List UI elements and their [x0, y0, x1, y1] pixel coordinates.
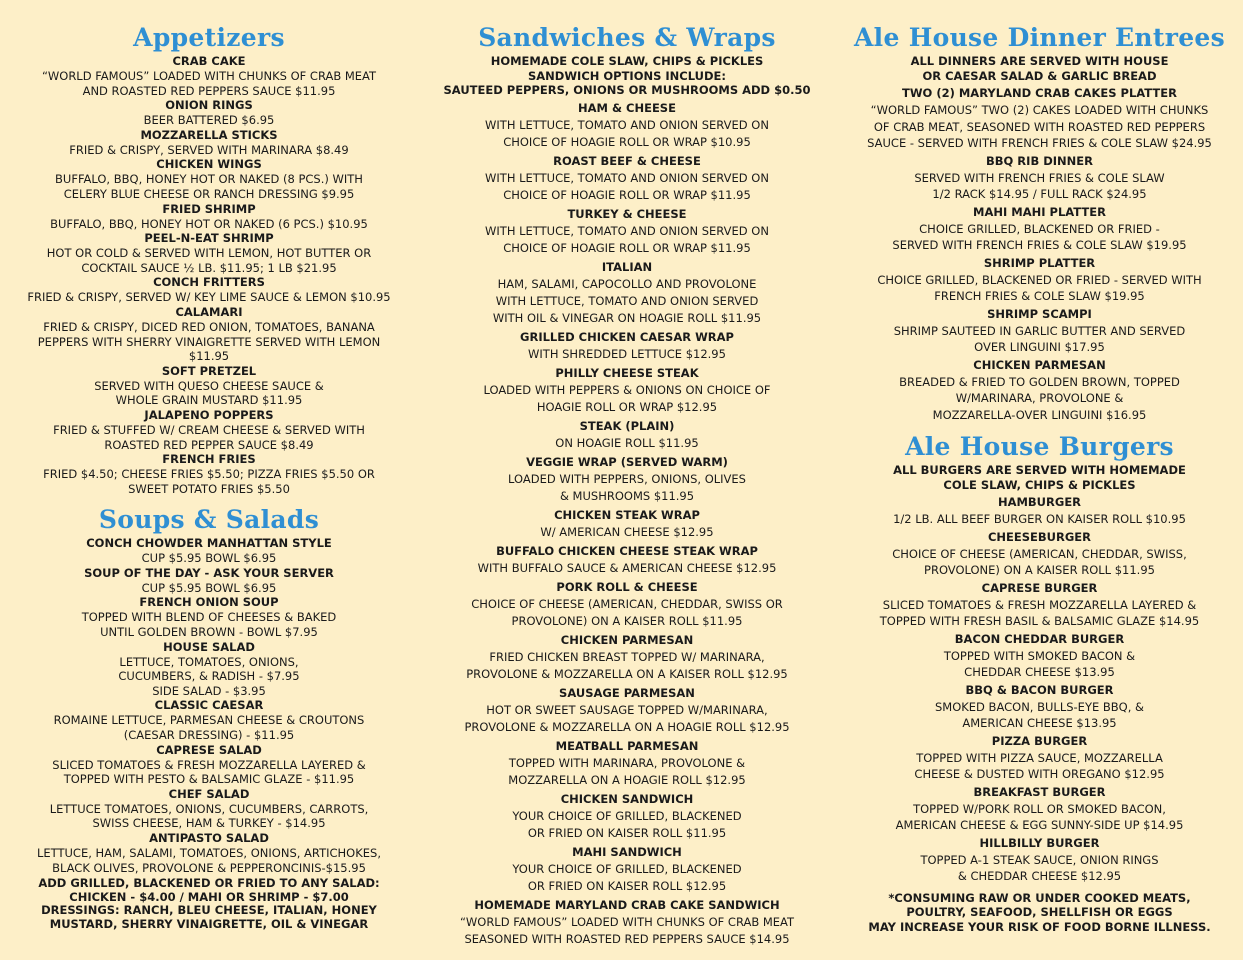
description-line: FRIED $4.50; CHEESE FRIES $5.50; PIZZA FRIES $5.50 OR [43, 467, 375, 482]
description-line: SIDE SALAD - $3.95 [152, 683, 266, 698]
menu-item-description [16, 551, 402, 566]
menu-item-name: CALAMARI [175, 304, 243, 319]
burgers-title: Ale House Burgers [905, 432, 1174, 461]
menu-item-description [16, 69, 402, 98]
menu-item [16, 128, 402, 158]
entrees-intro [844, 54, 1235, 83]
menu-item [16, 231, 402, 275]
description-line: CHOICE OF HOAGIE ROLL OR WRAP $11.95 [503, 187, 751, 202]
description-line: “WORLD FAMOUS” TWO (2) CAKES LOADED WITH CHUNKS [870, 103, 1209, 117]
description-line: HOAGIE ROLL OR WRAP $12.95 [536, 399, 718, 414]
menu-item-description [844, 648, 1235, 681]
menu-item [426, 579, 828, 630]
menu-item [426, 153, 828, 204]
menu-item [426, 365, 828, 416]
menu-item-name: TWO (2) MARYLAND CRAB CAKES PLATTER [902, 86, 1177, 100]
description-line: PROVOLONE) ON A KAISER ROLL $11.95 [924, 563, 1155, 577]
description-line: ROASTED RED PEPPER SAUCE $8.49 [104, 437, 314, 452]
text-line: DRESSINGS: RANCH, BLEU CHEESE, ITALIAN, HONEY [41, 903, 377, 918]
menu-item-description [16, 713, 402, 742]
menu-item-description [16, 217, 402, 232]
description-line: TOPPED WITH BLEND OF CHEESES & BAKED [81, 610, 337, 625]
description-line: TOPPED A-1 STEAK SAUCE, ONION RINGS [920, 852, 1159, 867]
menu-item-description [16, 113, 402, 128]
description-line: SLICED TOMATOES & FRESH MOZZARELLA LAYERED & [882, 597, 1197, 612]
menu-item [844, 494, 1235, 528]
description-line: YOUR CHOICE OF GRILLED, BLACKENED [512, 808, 742, 823]
menu-item [426, 738, 828, 789]
description-line: & MUSHROOMS $11.95 [559, 488, 695, 503]
description-line: CUP $5.95 BOWL $6.95 [141, 580, 277, 595]
burgers-intro [844, 463, 1235, 492]
salad-addons-note [16, 877, 402, 931]
menu-item-description [16, 655, 402, 699]
menu-item-description [844, 102, 1235, 152]
description-line: PROVOLONE & MOZZARELLA ON A KAISER ROLL $12.95 [466, 666, 788, 681]
description-line: WITH SHREDDED LETTUCE $12.95 [528, 346, 726, 361]
menu-item-description [844, 546, 1235, 579]
menu-item-name: CAPRESE BURGER [981, 580, 1098, 595]
menu-item [844, 631, 1235, 681]
menu-item-name: BBQ RIB DINNER [986, 153, 1093, 168]
menu-item-description [426, 117, 828, 151]
menu-item-name: MAHI MAHI PLATTER [973, 204, 1106, 219]
menu-item-name: ITALIAN [601, 259, 653, 274]
description-line: SERVED WITH FRENCH FRIES & COLE SLAW [914, 170, 1165, 185]
description-line: OVER LINGUINI $17.95 [974, 340, 1105, 354]
description-line: OR FRIED ON KAISER ROLL $11.95 [527, 825, 727, 840]
menu-item-name: CONCH FRITTERS [153, 275, 265, 290]
description-line: FRIED & CRISPY, SERVED WITH MARINARA $8.49 [69, 142, 349, 157]
description-line: (CAESAR DRESSING) - $11.95 [123, 728, 295, 743]
description-line: WHOLE GRAIN MUSTARD $11.95 [115, 393, 303, 408]
menu-item-description [844, 221, 1235, 254]
menu-item-name: JALAPENO POPPERS [144, 407, 274, 422]
menu-item-name: GRILLED CHICKEN CAESAR WRAP [520, 329, 734, 344]
menu-item-name: HAMBURGER [997, 495, 1082, 509]
menu-item-description [426, 170, 828, 204]
menu-item-name: CHICKEN SANDWICH [560, 791, 694, 806]
entrees-list [844, 85, 1235, 423]
description-line: CHOICE OF HOAGIE ROLL OR WRAP $10.95 [503, 134, 751, 149]
description-line: TOPPED WITH MARINARA, PROVOLONE & [508, 755, 746, 770]
description-line: CUCUMBERS, & RADISH - $7.95 [118, 669, 300, 684]
menu-item [16, 831, 402, 875]
description-line: CHOICE GRILLED, BLACKENED OR FRIED - [919, 221, 1160, 236]
text-line: SANDWICH OPTIONS INCLUDE: [528, 68, 726, 83]
description-line: SWEET POTATO FRIES $5.50 [128, 481, 290, 496]
description-line: WITH LETTUCE, TOMATO AND ONION SERVED [495, 293, 759, 308]
description-line: BUFFALO, BBQ, HONEY HOT OR NAKED (8 PCS.) WITH [55, 172, 363, 187]
menu-item [16, 595, 402, 639]
description-line: BUFFALO, BBQ, HONEY HOT OR NAKED (6 PCS.) $10.95 [50, 216, 368, 231]
description-line: SAUCE - SERVED WITH FRENCH FRIES & COLE SLAW $24.95 [867, 136, 1212, 150]
description-line: SWISS CHEESE, HAM & TURKEY - $14.95 [92, 816, 326, 831]
menu-item-description [426, 702, 828, 736]
menu-item-description [16, 581, 402, 596]
menu-item-name: PHILLY CHEESE STEAK [555, 365, 699, 380]
text-line: MUSTARD, SHERRY VINAIGRETTE, OIL & VINEGAR [49, 916, 369, 931]
menu-item [844, 682, 1235, 732]
description-line: TOPPED W/PORK ROLL OR SMOKED BACON, [913, 801, 1166, 816]
description-line: AND ROASTED RED PEPPERS SAUCE $11.95 [82, 83, 336, 98]
menu-item-description [426, 808, 828, 842]
description-line: CHEESE & DUSTED WITH OREGANO $12.95 [914, 767, 1165, 781]
menu-item-description [426, 861, 828, 895]
menu-item-description [844, 170, 1235, 203]
description-line: BREADED & FRIED TO GOLDEN BROWN, TOPPED [899, 374, 1180, 389]
text-line: MAY INCREASE YOUR RISK OF FOOD BORNE ILLNESS. [868, 919, 1211, 934]
menu-item [426, 418, 828, 452]
menu-item-name: PEEL-N-EAT SHRIMP [144, 231, 274, 246]
description-line: LETTUCE, HAM, SALAMI, TOMATOES, ONIONS, ARTICHOKES, [36, 846, 381, 860]
description-line: W/MARINARA, PROVOLONE & [955, 391, 1124, 405]
menu-item-name: CONCH CHOWDER MANHATTAN STYLE [86, 536, 332, 551]
menu-item [16, 698, 402, 742]
description-line: TOPPED WITH SMOKED BACON & [943, 648, 1136, 663]
entrees-title: Ale House Dinner Entrees [853, 23, 1225, 52]
sandwiches-list [426, 100, 828, 948]
menu-item-name: BBQ & BACON BURGER [965, 682, 1114, 697]
menu-item-name: VEGGIE WRAP (SERVED WARM) [526, 454, 728, 469]
column-left [0, 0, 418, 960]
menu-item [426, 685, 828, 736]
menu-item-description [844, 374, 1235, 424]
burgers-list [844, 494, 1235, 885]
menu-item-name: STEAK (PLAIN) [579, 418, 675, 433]
menu-item-name: ANTIPASTO SALAD [149, 831, 269, 845]
description-line: BLACK OLIVES, PROVOLONE & PEPPERONCINIS-$15.95 [52, 860, 366, 875]
description-line: FRIED & CRISPY, SERVED W/ KEY LIME SAUCE & LEMON $10.95 [27, 290, 391, 305]
menu-item-name: CAPRESE SALAD [156, 742, 262, 757]
menu-item-description [16, 379, 402, 408]
menu-item-name: PORK ROLL & CHEESE [556, 579, 698, 594]
menu-item [16, 364, 402, 408]
menu-item-description [16, 290, 402, 305]
menu-item [16, 452, 402, 496]
menu-item-description [426, 276, 828, 327]
description-line: CHOICE OF HOAGIE ROLL OR WRAP $11.95 [503, 240, 751, 255]
menu-item-description [16, 172, 402, 201]
description-line: 1/2 RACK $14.95 / FULL RACK $24.95 [932, 187, 1147, 201]
description-line: CHOICE OF CHEESE (AMERICAN, CHEDDAR, SWISS, [892, 546, 1187, 561]
description-line: FRIED & STUFFED W/ CREAM CHEESE & SERVED WITH [53, 422, 365, 437]
description-line: OR FRIED ON KAISER ROLL $12.95 [527, 878, 727, 893]
menu-item-description [426, 560, 828, 577]
description-line: $11.95 [188, 349, 230, 364]
appetizers-title: Appetizers [133, 23, 285, 52]
menu-item [426, 206, 828, 257]
menu-item-description [844, 801, 1235, 834]
menu-item-description [16, 246, 402, 275]
description-line: CELERY BLUE CHEESE OR RANCH DRESSING $9.95 [63, 186, 355, 201]
menu-item [16, 54, 402, 98]
menu-item-name: SOFT PRETZEL [161, 363, 257, 378]
text-line: OR CAESAR SALAD & GARLIC BREAD [922, 68, 1157, 83]
description-line: WITH LETTUCE, TOMATO AND ONION SERVED ON [485, 223, 769, 238]
description-line: SHRIMP SAUTEED IN GARLIC BUTTER AND SERVED [893, 323, 1186, 338]
description-line: CUP $5.95 BOWL $6.95 [141, 551, 277, 566]
description-line: AMERICAN CHEESE $13.95 [962, 716, 1117, 730]
menu-item-description [16, 423, 402, 452]
description-line: HOT OR COLD & SERVED WITH LEMON, HOT BUTTER OR [46, 246, 372, 261]
menu-item-name: CHICKEN PARMESAN [560, 632, 694, 647]
menu-item-name: CHEF SALAD [168, 786, 250, 801]
menu-item [426, 454, 828, 505]
menu-item-description [426, 524, 828, 541]
description-line: TOPPED WITH FRESH BASIL & BALSAMIC GLAZE $14.95 [879, 614, 1200, 628]
menu-item-description [16, 467, 402, 496]
menu-item [844, 580, 1235, 630]
menu-item [426, 507, 828, 541]
column-right [836, 0, 1243, 960]
menu-item [16, 275, 402, 305]
menu-item-name: TURKEY & CHEESE [567, 206, 687, 221]
text-line: CHICKEN - $4.00 / MAHI OR SHRIMP - $7.00 [69, 889, 349, 904]
description-line: TOPPED WITH PESTO & BALSAMIC GLAZE - $11.95 [63, 772, 355, 787]
description-line: ROMAINE LETTUCE, PARMESAN CHEESE & CROUTONS [53, 713, 365, 728]
description-line: SERVED WITH FRENCH FRIES & COLE SLAW $19.95 [892, 238, 1187, 252]
menu-item [16, 305, 402, 364]
description-line: HOT OR SWEET SAUSAGE TOPPED W/MARINARA, [486, 702, 768, 717]
description-line: SMOKED BACON, BULLS-EYE BBQ, & [934, 699, 1145, 714]
description-line: COCKTAIL SAUCE ½ LB. $11.95; 1 LB $21.95 [81, 260, 337, 275]
menu-item-description [844, 272, 1235, 305]
menu-item [426, 100, 828, 151]
menu-item-name: SOUP OF THE DAY - ASK YOUR SERVER [84, 565, 334, 580]
description-line: 1/2 LB. ALL BEEF BURGER ON KAISER ROLL $10.95 [893, 512, 1186, 526]
menu-item-description [426, 755, 828, 789]
menu-item [426, 329, 828, 363]
menu-item-name: MEATBALL PARMESAN [555, 738, 699, 753]
menu-item [844, 784, 1235, 834]
menu-item [16, 202, 402, 232]
description-line: PROVOLONE) ON A KAISER ROLL $11.95 [511, 613, 743, 628]
description-line: PEPPERS WITH SHERRY VINAIGRETTE SERVED WITH LEMON [37, 334, 381, 349]
menu-item-description [16, 802, 402, 831]
description-line: TOPPED WITH PIZZA SAUCE, MOZZARELLA [916, 750, 1163, 765]
menu-item-description [426, 914, 828, 948]
description-line: & CHEDDAR CHEESE $12.95 [957, 869, 1122, 883]
description-line: SLICED TOMATOES & FRESH MOZZARELLA LAYERED & [52, 757, 366, 772]
menu-item-name: SHRIMP SCAMPI [987, 306, 1092, 321]
menu-item [16, 566, 402, 596]
menu-item [844, 85, 1235, 152]
menu-item [426, 259, 828, 327]
description-line: FRIED CHICKEN BREAST TOPPED W/ MARINARA, [489, 649, 765, 664]
text-line: POULTRY, SEAFOOD, SHELLFISH OR EGGS [906, 905, 1173, 919]
sandwiches-intro [426, 54, 828, 98]
text-line: ADD GRILLED, BLACKENED OR FRIED TO ANY SALAD: [38, 876, 380, 891]
text-line: ALL DINNERS ARE SERVED WITH HOUSE [910, 54, 1169, 68]
menu-item [16, 743, 402, 787]
text-line: COLE SLAW, CHIPS & PICKLES [943, 477, 1136, 492]
menu-item-name: PIZZA BURGER [991, 733, 1088, 748]
menu-item [16, 408, 402, 452]
menu-item-description [426, 223, 828, 257]
text-line: HOMEMADE COLE SLAW, CHIPS & PICKLES [490, 54, 764, 68]
description-line: BEER BATTERED $6.95 [143, 113, 275, 128]
menu-item-name: FRENCH FRIES [162, 452, 256, 467]
description-line: “WORLD FAMOUS” LOADED WITH CHUNKS OF CRAB MEAT [459, 914, 795, 929]
menu-item [426, 897, 828, 948]
menu-item-description [426, 382, 828, 416]
description-line: LETTUCE, TOMATOES, ONIONS, [119, 654, 299, 669]
menu-item-description [16, 846, 402, 875]
description-line: WITH BUFFALO SAUCE & AMERICAN CHEESE $12.95 [477, 560, 777, 575]
description-line: UNTIL GOLDEN BROWN - BOWL $7.95 [100, 625, 318, 640]
menu-item-name: HOMEMADE MARYLAND CRAB CAKE SANDWICH [474, 897, 780, 912]
description-line: LETTUCE TOMATOES, ONIONS, CUCUMBERS, CARROTS, [49, 801, 369, 816]
description-line: CHOICE OF CHEESE (AMERICAN, CHEDDAR, SWISS OR [471, 596, 783, 611]
menu-item-name: CHICKEN PARMESAN [973, 357, 1106, 372]
menu-item [844, 255, 1235, 305]
description-line: FRENCH FRIES & COLE SLAW $19.95 [934, 289, 1145, 303]
menu-item-description [426, 435, 828, 452]
description-line: “WORLD FAMOUS” LOADED WITH CHUNKS OF CRAB MEAT [41, 69, 377, 83]
menu-item-name: FRIED SHRIMP [162, 201, 256, 216]
menu-item [844, 733, 1235, 783]
menu-item [16, 536, 402, 566]
description-line: W/ AMERICAN CHEESE $12.95 [540, 524, 714, 539]
menu-item-description [844, 750, 1235, 783]
menu-item-description [16, 143, 402, 158]
menu-item-name: BACON CHEDDAR BURGER [954, 631, 1125, 646]
menu-item-name: ONION RINGS [165, 98, 253, 113]
menu-item [16, 640, 402, 699]
menu-item [844, 835, 1235, 885]
menu-item-description [426, 346, 828, 363]
description-line: WITH LETTUCE, TOMATO AND ONION SERVED ON [485, 170, 769, 185]
menu-item-name: CHICKEN WINGS [156, 157, 262, 172]
menu-item [16, 157, 402, 201]
menu-item [426, 632, 828, 683]
description-line: FRIED & CRISPY, DICED RED ONION, TOMATOES, BANANA [43, 319, 375, 334]
description-line: ON HOAGIE ROLL $11.95 [555, 435, 699, 450]
menu-item-name: CRAB CAKE [172, 54, 246, 68]
menu-item-description [844, 852, 1235, 885]
menu-item-name: CHEESEBURGER [987, 529, 1092, 544]
description-line: LOADED WITH PEPPERS & ONIONS ON CHOICE OF [483, 382, 771, 397]
description-line: WITH OIL & VINEGAR ON HOAGIE ROLL $11.95 [492, 310, 762, 325]
menu-item-description [844, 323, 1235, 356]
menu-item [426, 844, 828, 895]
menu-item-name: HILLBILLY BURGER [979, 835, 1100, 850]
soups-salads-list [16, 536, 402, 875]
description-line: CHOICE GRILLED, BLACKENED OR FRIED - SERVED WITH [877, 272, 1202, 287]
appetizers-list [16, 54, 402, 496]
description-line: HAM, SALAMI, CAPOCOLLO AND PROVOLONE [497, 276, 757, 291]
menu-item [844, 529, 1235, 579]
menu-item-name: MOZZARELLA STICKS [140, 127, 278, 142]
menu-item-name: FRENCH ONION SOUP [139, 595, 279, 610]
menu-item-description [426, 596, 828, 630]
description-line: LOADED WITH PEPPERS, ONIONS, OLIVES [508, 471, 746, 486]
description-line: AMERICAN CHEESE & EGG SUNNY-SIDE UP $14.95 [895, 818, 1184, 832]
description-line: SEASONED WITH ROASTED RED PEPPERS SAUCE $14.95 [464, 931, 790, 946]
description-line: SERVED WITH QUESO CHEESE SAUCE & [94, 378, 324, 393]
menu-item-description [844, 511, 1235, 528]
menu-item [844, 357, 1235, 424]
menu-item [16, 98, 402, 128]
description-line: WITH LETTUCE, TOMATO AND ONION SERVED ON [485, 117, 769, 132]
menu-item-name: ROAST BEEF & CHEESE [553, 153, 701, 168]
text-line: SAUTEED PEPPERS, ONIONS OR MUSHROOMS ADD $0.50 [443, 83, 811, 97]
menu-item-description [426, 471, 828, 505]
description-line: CHEDDAR CHEESE $13.95 [964, 665, 1115, 679]
menu-item-description [844, 597, 1235, 630]
menu-item-name: MAHI SANDWICH [572, 844, 682, 859]
menu-item-name: SAUSAGE PARMESAN [559, 685, 695, 700]
menu-item [844, 153, 1235, 203]
menu-item-description [426, 649, 828, 683]
food-safety-warning [844, 891, 1235, 935]
menu-item-description [16, 758, 402, 787]
menu-item [16, 787, 402, 831]
soups-salads-title: Soups & Salads [98, 505, 320, 535]
menu-item-name: HOUSE SALAD [163, 639, 255, 654]
menu-item-name: BREAKFAST BURGER [973, 784, 1106, 799]
menu-item-name: CHICKEN STEAK WRAP [554, 507, 700, 522]
menu-item [844, 204, 1235, 254]
sandwiches-title: Sandwiches & Wraps [478, 23, 776, 52]
menu-item [426, 791, 828, 842]
description-line: OF CRAB MEAT, SEASONED WITH ROASTED RED PEPPERS [873, 119, 1206, 134]
description-line: MOZZARELLA-OVER LINGUINI $16.95 [932, 407, 1147, 422]
description-line: MOZZARELLA ON A HOAGIE ROLL $12.95 [508, 772, 746, 787]
menu-item-name: HAM & CHEESE [578, 100, 676, 115]
description-line: PROVOLONE & MOZZARELLA ON A HOAGIE ROLL $12.95 [464, 719, 790, 734]
menu-item-name: BUFFALO CHICKEN CHEESE STEAK WRAP [496, 543, 758, 558]
menu-item-name: CLASSIC CAESAR [154, 698, 264, 713]
description-line: YOUR CHOICE OF GRILLED, BLACKENED [512, 861, 742, 876]
menu-item [844, 306, 1235, 356]
menu-item-description [16, 320, 402, 364]
menu-item-description [16, 610, 402, 639]
text-line: *CONSUMING RAW OR UNDER COOKED MEATS, [888, 890, 1191, 905]
menu-item-name: SHRIMP PLATTER [983, 255, 1096, 270]
menu-item-description [844, 699, 1235, 732]
column-middle [418, 0, 836, 960]
text-line: ALL BURGERS ARE SERVED WITH HOMEMADE [893, 463, 1186, 477]
menu-item [426, 543, 828, 577]
